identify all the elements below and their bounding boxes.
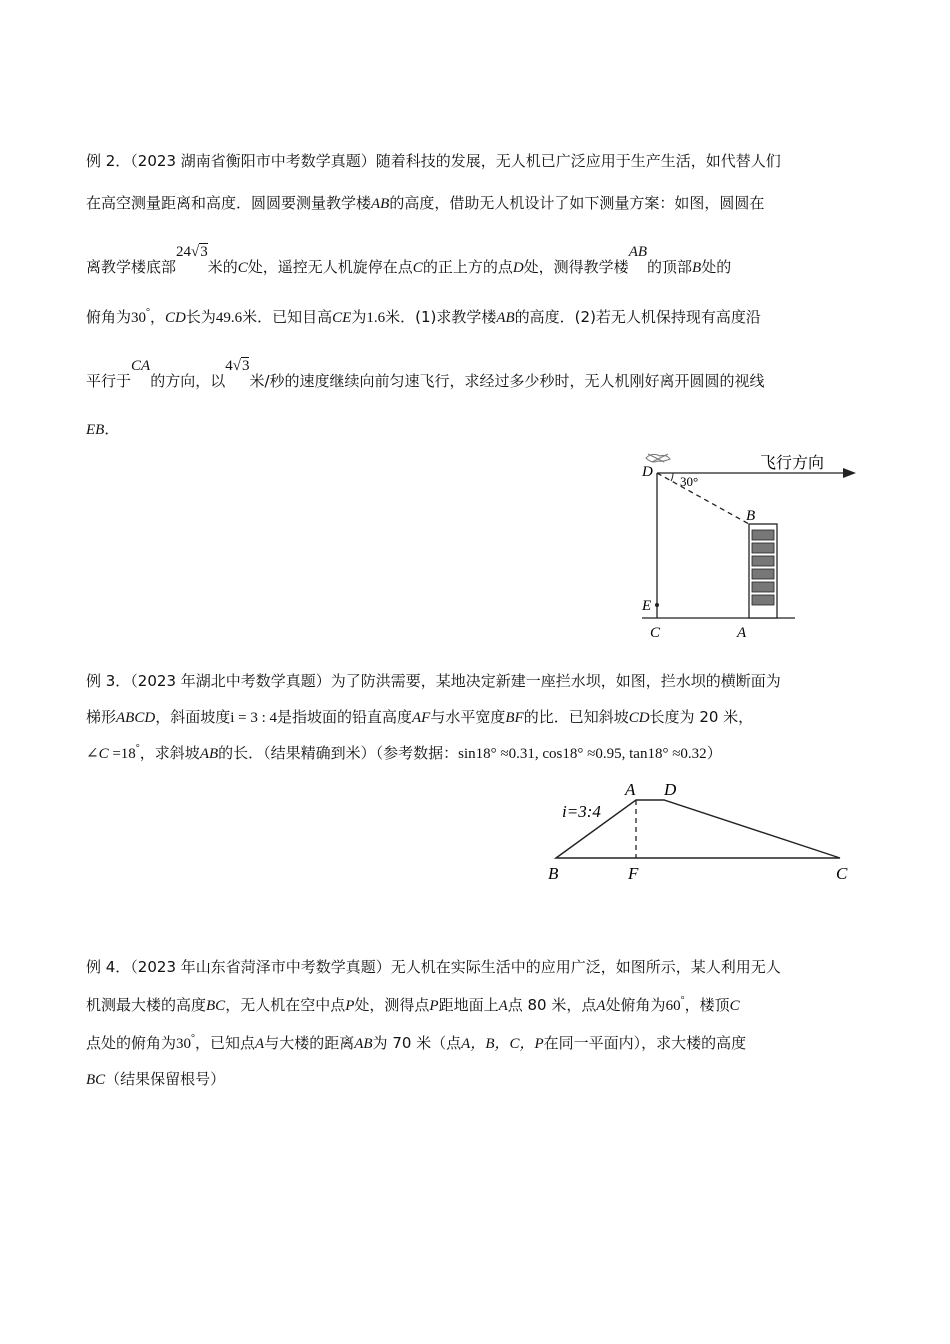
label-slope: i=3:4: [562, 802, 601, 821]
ex2-line-5: 平行于CA的方向，以4√3米/秒的速度继续向前匀速飞行，求经过多少秒时，无人机刚好离开圆圆的视线: [86, 358, 765, 390]
label-flight-direction: 飞行方向: [760, 453, 825, 472]
ex4-line-3: 点处的俯角为30°，已知点A与大楼的距离AB为 70 米（点A，B，C，P在同一平面内），求大楼的高度: [86, 1033, 747, 1052]
figure-dam-trapezoid: [540, 775, 860, 890]
label-e: E: [642, 598, 652, 614]
ex4-line-1: 例 4．（2023 年山东省菏泽市中考数学真题）无人机在实际生活中的应用广泛，如图所示，某人利用无人: [86, 958, 781, 976]
label-d: D: [664, 780, 677, 799]
label-c: C: [650, 625, 661, 641]
point-e: [655, 603, 659, 607]
ex2-line-3: 离教学楼底部24√3米的C处，遥控无人机旋停在点C的正上方的点D处，测得教学楼AB的顶部B处的: [86, 244, 732, 276]
label-c: C: [836, 864, 848, 883]
label-b: B: [548, 864, 559, 883]
label-a: A: [737, 625, 747, 641]
ex2-line-4: 俯角为30°，CD长为49.6米．已知目高CE为1.6米．(1)求教学楼AB的高度．(2)若无人机保持现有高度沿: [86, 307, 761, 326]
label-a: A: [625, 780, 636, 799]
label-angle-30: 30°: [680, 474, 699, 489]
ex2-line-6: EB．: [86, 420, 120, 438]
angle-arc: [671, 473, 673, 481]
label-d: D: [642, 464, 653, 480]
ex3-line-1: 例 3．（2023 年湖北中考数学真题）为了防洪需要，某地决定新建一座拦水坝，如图，拦水坝的横断面为: [86, 672, 781, 690]
ex2-line-1: 例 2．（2023 湖南省衡阳市中考数学真题）随着科技的发展，无人机已广泛应用于生产生活，如代替人们: [86, 152, 781, 170]
label-f: F: [628, 864, 639, 883]
ex4-line-2: 机测最大楼的高度BC，无人机在空中点P处，测得点P距地面上A点 80 米，点A处俯角为60°，楼顶C: [86, 995, 740, 1014]
ex3-line-3: ∠C =18°，求斜坡AB的长．（结果精确到米）（参考数据：sin18° ≈0.31, cos18° ≈0.95, tan18° ≈0.32）: [86, 743, 722, 762]
flight-arrow: [843, 468, 856, 478]
figure-drone-building: [630, 448, 870, 648]
ex2-line-2: 在高空测量距离和高度．圆圆要测量教学楼AB的高度，借助无人机设计了如下测量方案：如图，圆圆在: [86, 194, 765, 212]
ex4-line-4: BC（结果保留根号）: [86, 1070, 226, 1088]
ex3-line-2: 梯形ABCD，斜面坡度i = 3 : 4是指坡面的铅直高度AF与水平宽度BF的比．已知斜坡CD长度为 20 米，: [86, 708, 754, 726]
label-b: B: [746, 508, 756, 524]
drone-icon: [646, 454, 670, 462]
